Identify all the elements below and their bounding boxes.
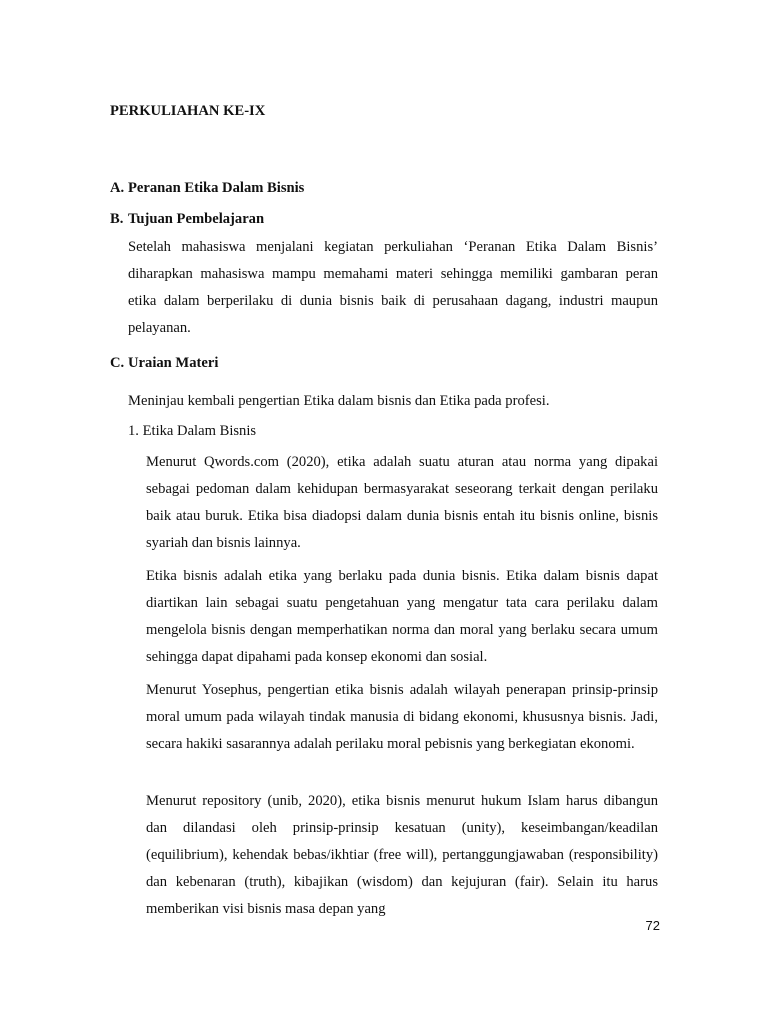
section-a-heading: [110, 180, 304, 197]
section-b-marker: B.: [110, 211, 124, 227]
section-c-label: Uraian Materi: [128, 355, 219, 371]
section-c-marker: C.: [110, 355, 125, 371]
section-b-heading: [110, 211, 264, 228]
section-a-label: Peranan Etika Dalam Bisnis: [128, 180, 305, 196]
paragraph-repository: Menurut repository (unib, 2020), etika bisnis menurut hukum Islam harus dibangun dan dilandasi oleh prinsip-prinsip kesatuan (unity), keseimbangan/keadilan (equilibrium), kehendak bebas/ikhtiar (free will), pertanggungjawaban (responsibility) dan kebenaran (truth), kibajikan (wisdom) dan kejujuran (fair). Selain itu harus memberikan visi bisnis masa depan yang: [146, 793, 658, 917]
subsection-heading: 1. Etika Dalam Bisnis: [128, 423, 257, 439]
objective-paragraph: Setelah mahasiswa menjalani kegiatan perkuliahan ‘Peranan Etika Dalam Bisnis’ diharapkan mahasiswa mampu memahami materi sehingga memiliki gambaran peran etika dalam berperilaku di dunia bisnis baik di perusahaan dagang, industri maupun pelayanan.: [128, 239, 658, 336]
paragraph-etika-bisnis: Etika bisnis adalah etika yang berlaku pada dunia bisnis. Etika dalam bisnis dapat diartikan lain sebagai suatu pengetahuan yang mengatur tata cara perilaku dalam mengelola bisnis dengan memperhatikan norma dan moral yang berlaku secara umum sehingga dapat dipahami pada konsep ekonomi dan sosial.: [146, 568, 658, 665]
section-c-heading: [110, 355, 218, 372]
page-title: PERKULIAHAN KE-IX: [110, 103, 266, 119]
intro-line: Meninjau kembali pengertian Etika dalam bisnis dan Etika pada profesi.: [128, 393, 550, 409]
section-b-label: Tujuan Pembelajaran: [128, 211, 265, 227]
section-a-marker: A.: [110, 180, 125, 196]
paragraph-qwords: Menurut Qwords.com (2020), etika adalah suatu aturan atau norma yang dipakai sebagai pedoman dalam kehidupan bermasyarakat seseorang terkait dengan perilaku baik atau buruk. Etika bisa diadopsi dalam dunia bisnis entah itu bisnis online, bisnis syariah dan bisnis lainnya.: [146, 454, 658, 551]
page-number: 72: [645, 918, 660, 933]
paragraph-yosephus: Menurut Yosephus, pengertian etika bisnis adalah wilayah penerapan prinsip-prinsip moral umum pada wilayah tindak manusia di bidang ekonomi, khususnya bisnis. Jadi, secara hakiki sasarannya adalah perilaku moral pebisnis yang berkegiatan ekonomi.: [146, 682, 658, 752]
